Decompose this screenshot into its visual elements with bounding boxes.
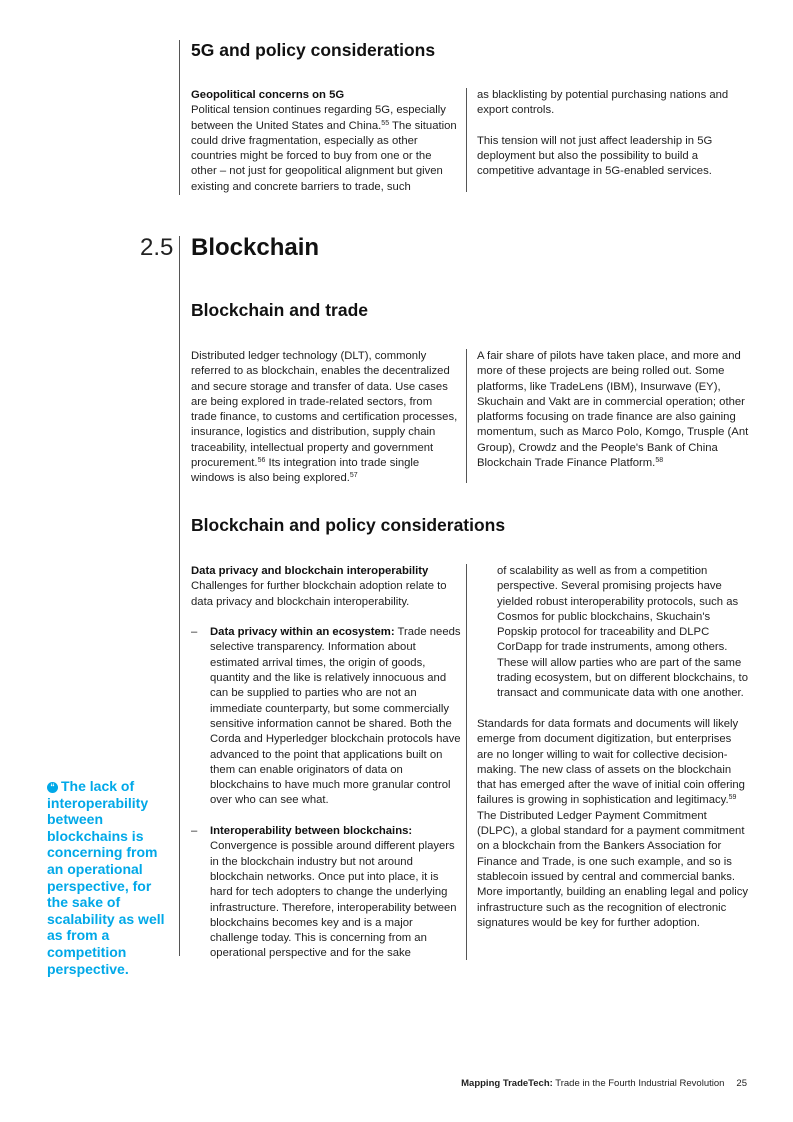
- footnote-56[interactable]: 56: [257, 457, 266, 465]
- pull-quote: [47, 778, 175, 977]
- paragraph-trade-left: Distributed ledger technology (DLT), commonly referred to as blockchain, enables the decentralized and secure storage and transfer of data. Use cases are being explored in trade-related sectors, from trade finance, to customs and certification processes, insurance, logistics and distribution, supply chain traceability, intellectual property and government procurement.$^{56}$ Its integration into trade single windows is also being explored.$^{57}$: [191, 350, 458, 485]
- section-rule-blockchain: [179, 236, 180, 956]
- column-rule-policy: [466, 564, 467, 960]
- column-rule-trade: [466, 349, 467, 483]
- section-title: Blockchain: [191, 234, 320, 261]
- footnote-55[interactable]: 55: [381, 119, 390, 127]
- page-footer: [461, 1078, 747, 1089]
- bullet-dash: –: [191, 626, 198, 639]
- bullet-data-privacy: – Data privacy within an ecosystem: Trade needs selective transparency. Information about estimated arrival times, the origin of goods, quantity and the like is relatively innocuous and can be supplied to parties who are not an immediate counterparty, but some commercially sensitive information cannot be shared. Both the Corda and Hyperledger blockchain protocols have advanced to the point that applications built on them can enable originators of data on blockchains to have much more granular control over who can see what.: [191, 626, 461, 807]
- column-rule-5g: [466, 88, 467, 192]
- heading-5g-policy: 5G and policy considerations: [191, 40, 436, 60]
- quote-icon: “: [47, 782, 58, 793]
- paragraph-5g-left: Political tension continues regarding 5G, especially between the United States and China.$^{55}$ The situation could drive fragmentation, especially as other countries might be forced to buy from one or the other – not just for geopolitical alignment but given existing and concrete barriers to trade, such: [191, 104, 457, 193]
- margin-rule-5g: [179, 40, 180, 195]
- footer-subtitle: Trade in the Fourth Industrial Revolution: [552, 1078, 725, 1089]
- col-policy-right: [477, 564, 749, 931]
- pull-quote-text: The lack of interoperability between blockchains is concerning from an operational perspective, for the sake of scalability as well as from a competition perspective.: [47, 778, 165, 977]
- footnote-59[interactable]: 59: [728, 794, 737, 802]
- subheading-data-privacy: Data privacy and blockchain interoperability: [191, 565, 429, 577]
- col-trade-left: [191, 349, 459, 487]
- col-5g-right: [477, 88, 749, 180]
- footer-title: Mapping TradeTech:: [461, 1078, 553, 1089]
- footnote-58[interactable]: 58: [655, 457, 664, 465]
- section-number: 2.5: [140, 234, 174, 261]
- bullet-interoperability: – Interoperability between blockchains: Convergence is possible around different players in the blockchain industry but not around blockchain networks. Once put into place, it is hard for tech adopters to change the underlying infrastructure. Therefore, interoperability between blockchains becomes key and is a major challenge today. This is concerning from an operational perspective and for the sake: [191, 825, 457, 960]
- col-5g-left: [191, 88, 459, 195]
- col-trade-right: [477, 349, 749, 471]
- paragraph-5g-right-2: This tension will not just affect leadership in 5G deployment but also the possibility to build a competitive advantage in 5G-enabled services.: [477, 134, 713, 178]
- paragraph-policy-right-cont: of scalability as well as from a competition perspective. Several promising projects have yielded robust interoperability protocols, such as Cosmos for public blockchains, Skuchain's Popskip protocol for traceability and DLPC CorDapp for trade instruments, among others. These will allow parties who are part of the same trading ecosystem, but on different blockchains, to transact and communicate data with one another.: [497, 565, 748, 700]
- heading-blockchain-trade: Blockchain and trade: [191, 300, 368, 320]
- page-number: 25: [736, 1078, 747, 1089]
- paragraph-5g-right-1: as blacklisting by potential purchasing nations and export controls.: [477, 89, 729, 117]
- bullet-dash: –: [191, 825, 198, 838]
- footnote-57[interactable]: 57: [349, 472, 358, 480]
- col-policy-left: [191, 564, 461, 962]
- subheading-geopolitical: Geopolitical concerns on 5G: [191, 89, 345, 101]
- paragraph-trade-right: A fair share of pilots have taken place, and more and more of these projects are being rolled out. Some platforms, like TradeLens (IBM), Insurwave (EY), Skuchain and Vakt are in commercial operation; other platforms focusing on trade finance are also gaining momentum, such as Marco Polo, Komgo, Trusple (Ant Group), Crowdz and the People's Bank of China Blockchain Trade Finance Platform.$^{58}$: [477, 350, 749, 470]
- paragraph-policy-intro: Challenges for further blockchain adoption relate to data privacy and blockchain interoperability.: [191, 580, 447, 608]
- heading-blockchain-policy: Blockchain and policy considerations: [191, 515, 506, 535]
- paragraph-policy-right-2: Standards for data formats and documents will likely emerge from document digitization, but enterprises are no longer willing to wait for collective decision-making. The new class of assets on the blockchain that has emerged after the wave of initial coin offering failures is growing in sophistication and legitimacy.$^{59}$ The Distributed Ledger Payment Commitment (DLPC), a global standard for a payment commitment on a blockchain from the Bankers Association for Finance and Trade, is one such example, and so is stablecoin issued by central and commercial banks. More importantly, building an enabling legal and policy infrastructure such as the recognition of electronic signatures would be key for further adoption.: [477, 717, 749, 929]
